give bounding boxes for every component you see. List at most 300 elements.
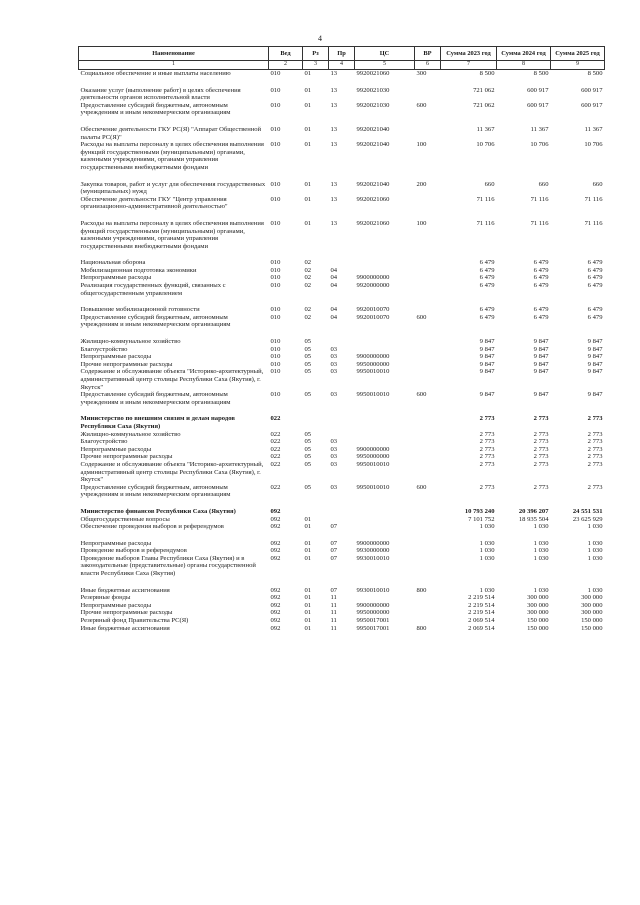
row-name: Непрограммные расходы — [80, 274, 152, 282]
row-sum-2023: 7 101 752 — [468, 515, 495, 523]
row-vr — [415, 523, 441, 531]
row-sum-2023: 2 773 — [479, 453, 495, 461]
row-pr: 11 — [330, 624, 337, 632]
row-sum-2024: 6 479 — [533, 259, 549, 267]
row-rz: 01 — [304, 617, 312, 625]
row-sum-2025: 2 773 — [587, 445, 603, 453]
row-sum-2024: 20 396 207 — [518, 507, 549, 515]
row-sum-2024: 9 847 — [533, 360, 549, 368]
row-ved: 010 — [270, 266, 281, 274]
row-name: Прочие непрограммные расходы — [80, 453, 173, 461]
row-sum-2023: 71 116 — [476, 219, 495, 227]
row-rz: 01 — [304, 523, 312, 531]
table-row — [79, 547, 605, 555]
row-ved: 010 — [270, 101, 281, 109]
row-rz: 02 — [304, 266, 312, 274]
row-ved: 010 — [270, 259, 281, 267]
row-vr — [415, 361, 441, 369]
row-sum-2023: 721 062 — [473, 101, 495, 109]
table-row — [79, 625, 605, 633]
row-ved: 092 — [270, 609, 281, 617]
row-pr: 07 — [330, 586, 338, 594]
row-ved: 092 — [270, 523, 281, 531]
row-sum-2025: 9 847 — [587, 391, 603, 399]
row-name: Непрограммные расходы — [80, 353, 152, 361]
row-ved: 022 — [270, 460, 281, 468]
row-name: Предоставление субсидий бюджетным, автономным учреждениям и иным некоммерческим организациям — [80, 313, 231, 329]
row-name: Обеспечение деятельности ГКУ "Центр управления организационно-административной деятельностью" — [80, 195, 228, 211]
row-sum-2023: 2 069 514 — [468, 617, 495, 625]
col-index: 5 — [355, 61, 415, 70]
row-sum-2023: 1 030 — [479, 523, 495, 531]
row-sum-2024: 2 773 — [533, 483, 549, 491]
row-vr: 200 — [416, 180, 427, 188]
row-cs — [355, 346, 415, 354]
table-row — [79, 353, 605, 361]
row-sum-2025: 300 000 — [581, 609, 603, 617]
row-name: Непрограммные расходы — [80, 539, 152, 547]
spacer-cell — [79, 578, 605, 587]
row-ved: 010 — [270, 360, 281, 368]
page-number: 4 — [318, 34, 322, 43]
row-sum-2024: 2 773 — [533, 453, 549, 461]
row-sum-2024: 300 000 — [527, 601, 549, 609]
row-sum-2023: 10 706 — [476, 141, 495, 149]
row-name: Проведение выборов и референдумов — [80, 547, 187, 555]
row-ved: 092 — [270, 624, 281, 632]
row-sum-2023: 2 773 — [479, 438, 495, 446]
row-vr: 100 — [416, 219, 427, 227]
row-sum-2025: 23 625 929 — [572, 515, 603, 523]
row-sum-2023: 2 219 514 — [468, 601, 495, 609]
row-cs: 9920010070 — [356, 306, 390, 314]
row-ved: 010 — [270, 274, 281, 282]
row-cs: 9930010010 — [356, 554, 390, 562]
table-row — [79, 617, 605, 625]
row-ved: 092 — [270, 515, 281, 523]
row-rz: 01 — [304, 609, 312, 617]
spacer-row — [79, 499, 605, 508]
row-rz: 01 — [304, 594, 312, 602]
row-cs: 9900000000 — [356, 445, 390, 453]
row-rz: 05 — [304, 460, 312, 468]
table-row — [79, 446, 605, 454]
row-ved: 092 — [270, 507, 281, 515]
row-sum-2024: 1 030 — [533, 539, 549, 547]
row-pr: 13 — [330, 125, 338, 133]
row-sum-2023: 9 847 — [479, 353, 495, 361]
row-name: Жилищно-коммунальное хозяйство — [80, 338, 181, 346]
row-sum-2023: 2 219 514 — [468, 594, 495, 602]
row-sum-2025: 24 551 531 — [572, 507, 603, 515]
row-cs — [355, 594, 415, 602]
row-pr: 03 — [330, 368, 338, 376]
row-rz: 05 — [304, 445, 312, 453]
row-sum-2024: 2 773 — [533, 445, 549, 453]
row-ved: 010 — [270, 70, 281, 77]
table-row — [79, 508, 605, 516]
row-ved: 010 — [270, 313, 281, 321]
row-vr: 800 — [416, 624, 427, 632]
row-sum-2025: 9 847 — [587, 353, 603, 361]
col-index: 6 — [415, 61, 441, 70]
row-pr — [329, 415, 355, 430]
row-vr — [415, 446, 441, 454]
table-row — [79, 259, 605, 267]
row-sum-2025: 2 773 — [587, 438, 603, 446]
row-ved: 022 — [270, 415, 281, 423]
row-sum-2024: 9 847 — [533, 345, 549, 353]
row-cs: 9950000000 — [356, 453, 390, 461]
row-pr: 04 — [330, 313, 338, 321]
row-cs: 9950010010 — [356, 483, 390, 491]
row-name: Министерство по внешним связям и делам народов Республики Саха (Якутия) — [80, 415, 235, 430]
row-sum-2025: 2 773 — [587, 430, 603, 438]
row-ved: 092 — [270, 586, 281, 594]
row-name: Национальная оборона — [80, 259, 146, 267]
row-vr — [415, 282, 441, 297]
row-sum-2025: 10 706 — [584, 141, 603, 149]
col-index: 9 — [551, 61, 605, 70]
row-cs — [355, 415, 415, 430]
row-name: Обеспечение проведения выборов и референдумов — [80, 523, 224, 531]
row-sum-2023: 2 069 514 — [468, 624, 495, 632]
row-sum-2023: 2 773 — [479, 430, 495, 438]
row-rz: 01 — [304, 125, 312, 133]
spacer-cell — [79, 250, 605, 259]
row-pr: 13 — [330, 195, 338, 203]
row-vr: 600 — [416, 483, 427, 491]
row-rz: 01 — [304, 515, 312, 523]
table-header — [79, 47, 605, 70]
table-row — [79, 415, 605, 430]
row-ved: 022 — [270, 438, 281, 446]
row-vr — [415, 196, 441, 211]
row-pr: 03 — [330, 460, 338, 468]
row-vr — [415, 609, 441, 617]
row-sum-2023: 9 847 — [479, 391, 495, 399]
table-row — [79, 196, 605, 211]
row-vr: 600 — [416, 391, 427, 399]
row-sum-2023: 9 847 — [479, 345, 495, 353]
row-cs — [355, 438, 415, 446]
row-name: Иные бюджетные ассигнования — [80, 624, 170, 632]
row-rz: 05 — [304, 438, 312, 446]
row-vr — [415, 259, 441, 267]
row-name: Мобилизационная подготовка экономики — [80, 266, 197, 274]
spacer-cell — [79, 78, 605, 87]
row-ved: 022 — [270, 453, 281, 461]
row-pr: 03 — [330, 345, 338, 353]
row-ved: 010 — [270, 306, 281, 314]
row-sum-2025: 6 479 — [587, 259, 603, 267]
row-vr — [415, 547, 441, 555]
row-sum-2023: 6 479 — [479, 274, 495, 282]
spacer-row — [79, 117, 605, 126]
row-name: Содержание и обслуживание объекта "Историко-архитектурный, административный центр столицы Республики Саха (Якутия), г. Якутск" — [80, 368, 264, 391]
row-cs — [355, 259, 415, 267]
row-pr: 07 — [330, 554, 338, 562]
row-rz: 01 — [304, 554, 312, 562]
row-sum-2024: 2 773 — [533, 438, 549, 446]
row-name: Непрограммные расходы — [80, 445, 152, 453]
row-rz: 01 — [304, 539, 312, 547]
row-cs: 9950017001 — [356, 617, 390, 625]
row-name: Расходы на выплаты персоналу в целях обеспечения выполнения функций государственными (муниципальными) органами, казенными учреждениями, органами управления государственными внебюджетными фондами — [80, 141, 264, 171]
spacer-row — [79, 578, 605, 587]
row-pr: 11 — [330, 617, 337, 625]
row-sum-2024: 1 030 — [533, 547, 549, 555]
row-sum-2023: 6 479 — [479, 306, 495, 314]
row-cs: 9920021040 — [356, 125, 390, 133]
row-sum-2024: 8 500 — [533, 70, 549, 77]
row-rz: 01 — [304, 624, 312, 632]
spacer-cell — [79, 499, 605, 508]
row-sum-2025: 1 030 — [587, 547, 603, 555]
row-name: Непрограммные расходы — [80, 601, 152, 609]
row-cs: 9920021060 — [356, 195, 390, 203]
row-sum-2023: 6 479 — [479, 266, 495, 274]
row-name: Предоставление субсидий бюджетным, автономным учреждениям и иным некоммерческим организациям — [80, 101, 231, 117]
row-vr — [415, 617, 441, 625]
spacer-row — [79, 297, 605, 306]
row-vr: 800 — [416, 586, 427, 594]
row-ved: 010 — [270, 180, 281, 188]
table-row — [79, 361, 605, 369]
row-name: Общегосударственные вопросы — [80, 515, 170, 523]
row-sum-2025: 2 773 — [587, 460, 603, 468]
row-name: Прочие непрограммные расходы — [80, 609, 173, 617]
col-index: 1 — [79, 61, 269, 70]
row-sum-2025: 8 500 — [587, 70, 603, 77]
row-sum-2025: 9 847 — [587, 338, 603, 346]
row-ved: 010 — [270, 345, 281, 353]
row-pr: 04 — [330, 282, 338, 290]
row-name: Обеспечение деятельности ГКУ РС(Я) "Аппарат Общественной палаты РС(Я)" — [80, 125, 262, 141]
row-pr: 11 — [330, 594, 337, 602]
row-cs: 9920021060 — [356, 219, 390, 227]
row-vr — [415, 453, 441, 461]
row-pr: 13 — [330, 141, 338, 149]
table-row — [79, 346, 605, 354]
table-row — [79, 70, 605, 78]
row-ved: 022 — [270, 483, 281, 491]
row-sum-2024: 1 030 — [533, 554, 549, 562]
row-rz: 05 — [304, 338, 312, 346]
table-row — [79, 555, 605, 578]
row-sum-2024: 9 847 — [533, 368, 549, 376]
row-sum-2024: 9 847 — [533, 353, 549, 361]
row-sum-2023: 1 030 — [479, 547, 495, 555]
table-row — [79, 540, 605, 548]
col-ved-header: Вед — [269, 47, 303, 61]
spacer-row — [79, 329, 605, 338]
row-cs: 9900000000 — [356, 353, 390, 361]
row-rz: 05 — [304, 345, 312, 353]
spacer-cell — [79, 211, 605, 220]
row-cs: 9920010070 — [356, 313, 390, 321]
row-cs — [355, 523, 415, 531]
row-sum-2025: 71 116 — [584, 195, 603, 203]
row-name: Жилищно-коммунальное хозяйство — [80, 430, 181, 438]
row-cs: 9950010010 — [356, 368, 390, 376]
row-pr: 03 — [330, 445, 338, 453]
row-cs: 9900000000 — [356, 601, 390, 609]
row-ved: 010 — [270, 219, 281, 227]
row-ved: 092 — [270, 617, 281, 625]
spacer-row — [79, 531, 605, 540]
table-row — [79, 102, 605, 117]
row-rz — [303, 508, 329, 516]
table-row — [79, 461, 605, 484]
row-pr: 07 — [330, 547, 338, 555]
row-vr — [415, 594, 441, 602]
row-sum-2024: 10 706 — [530, 141, 549, 149]
row-vr — [415, 353, 441, 361]
row-vr — [415, 602, 441, 610]
row-name: Социальное обеспечение и иные выплаты населению — [80, 70, 231, 77]
row-pr: 04 — [330, 266, 338, 274]
row-pr — [329, 259, 355, 267]
row-cs: 9950017001 — [356, 624, 390, 632]
col-pr-header: Пр — [329, 47, 355, 61]
col-vr-header: ВР — [415, 47, 441, 61]
row-sum-2025: 9 847 — [587, 368, 603, 376]
row-pr — [329, 338, 355, 346]
row-vr — [415, 508, 441, 516]
spacer-cell — [79, 329, 605, 338]
row-pr — [329, 508, 355, 516]
row-cs: 9950000000 — [356, 609, 390, 617]
row-name: Резервные фонды — [80, 594, 131, 602]
row-ved: 092 — [270, 594, 281, 602]
row-sum-2025: 1 030 — [587, 539, 603, 547]
row-sum-2023: 10 793 240 — [464, 507, 495, 515]
row-ved: 010 — [270, 391, 281, 399]
row-cs: 9950010010 — [356, 460, 390, 468]
row-vr: 600 — [416, 101, 427, 109]
row-sum-2023: 71 116 — [476, 195, 495, 203]
row-sum-2025: 150 000 — [581, 624, 603, 632]
spacer-cell — [79, 406, 605, 415]
row-ved: 010 — [270, 125, 281, 133]
spacer-row — [79, 172, 605, 181]
row-vr — [415, 461, 441, 484]
row-sum-2023: 6 479 — [479, 313, 495, 321]
row-rz: 01 — [304, 141, 312, 149]
row-pr: 13 — [330, 86, 338, 94]
row-name: Министерство финансов Республики Саха (Якутия) — [80, 507, 236, 515]
row-pr: 03 — [330, 483, 338, 491]
row-cs — [355, 508, 415, 516]
table-row — [79, 126, 605, 141]
row-sum-2024: 11 367 — [530, 125, 549, 133]
row-vr — [415, 274, 441, 282]
spacer-cell — [79, 172, 605, 181]
row-sum-2024: 6 479 — [533, 313, 549, 321]
row-cs: 9950000000 — [356, 360, 390, 368]
row-sum-2025: 6 479 — [587, 266, 603, 274]
row-cs: 9920021030 — [356, 101, 390, 109]
row-sum-2024: 6 479 — [533, 274, 549, 282]
row-pr: 13 — [330, 70, 338, 77]
row-name: Прочие непрограммные расходы — [80, 360, 173, 368]
col-index: 3 — [303, 61, 329, 70]
row-pr: 03 — [330, 391, 338, 399]
row-ved: 010 — [270, 338, 281, 346]
row-name: Предоставление субсидий бюджетным, автономным учреждениям и иным некоммерческим организациям — [80, 483, 231, 499]
row-vr — [415, 306, 441, 314]
row-sum-2025: 6 479 — [587, 274, 603, 282]
row-sum-2024: 1 030 — [533, 586, 549, 594]
row-rz: 01 — [304, 86, 312, 94]
row-name: Оказание услуг (выполнение работ) в целях обеспечения деятельности органов исполнительной власти — [80, 86, 241, 102]
spacer-cell — [79, 117, 605, 126]
row-sum-2024: 71 116 — [530, 219, 549, 227]
row-pr: 03 — [330, 353, 338, 361]
row-ved: 092 — [270, 601, 281, 609]
row-pr: 13 — [330, 219, 338, 227]
table-row — [79, 391, 605, 406]
row-cs: 9930010010 — [356, 586, 390, 594]
row-sum-2024: 6 479 — [533, 266, 549, 274]
spacer-row — [79, 406, 605, 415]
row-sum-2023: 2 773 — [479, 415, 495, 423]
row-vr — [415, 87, 441, 102]
row-rz: 05 — [304, 360, 312, 368]
row-sum-2025: 2 773 — [587, 415, 603, 423]
row-sum-2023: 9 847 — [479, 360, 495, 368]
row-sum-2024: 9 847 — [533, 338, 549, 346]
row-rz: 01 — [304, 195, 312, 203]
row-rz: 01 — [304, 70, 312, 77]
row-ved: 092 — [270, 554, 281, 562]
row-sum-2024: 1 030 — [533, 523, 549, 531]
row-sum-2025: 660 — [592, 180, 603, 188]
row-pr: 11 — [330, 601, 337, 609]
row-ved: 010 — [270, 282, 281, 290]
row-cs — [355, 516, 415, 524]
row-sum-2024: 18 935 504 — [518, 515, 549, 523]
row-rz: 02 — [304, 282, 312, 290]
row-vr: 300 — [416, 70, 427, 77]
row-vr — [415, 516, 441, 524]
row-sum-2025: 9 847 — [587, 345, 603, 353]
row-vr: 100 — [416, 141, 427, 149]
row-ved: 092 — [270, 547, 281, 555]
col-2023-header: Сумма 2023 год — [441, 47, 497, 61]
spacer-row — [79, 78, 605, 87]
row-cs: 9920000000 — [356, 282, 390, 290]
row-sum-2023: 2 219 514 — [468, 609, 495, 617]
row-cs: 9920021030 — [356, 86, 390, 94]
spacer-cell — [79, 531, 605, 540]
row-sum-2023: 1 030 — [479, 554, 495, 562]
row-rz: 05 — [304, 353, 312, 361]
row-sum-2025: 150 000 — [581, 617, 603, 625]
row-cs: 9920021060 — [356, 70, 390, 77]
table-row — [79, 282, 605, 297]
row-cs: 9920021040 — [356, 180, 390, 188]
row-sum-2023: 6 479 — [479, 282, 495, 290]
row-sum-2023: 1 030 — [479, 539, 495, 547]
row-name: Повышение мобилизационной готовности — [80, 306, 200, 314]
row-sum-2024: 2 773 — [533, 415, 549, 423]
row-sum-2025: 71 116 — [584, 219, 603, 227]
row-rz: 01 — [304, 601, 312, 609]
row-sum-2024: 9 847 — [533, 391, 549, 399]
table-row — [79, 141, 605, 171]
